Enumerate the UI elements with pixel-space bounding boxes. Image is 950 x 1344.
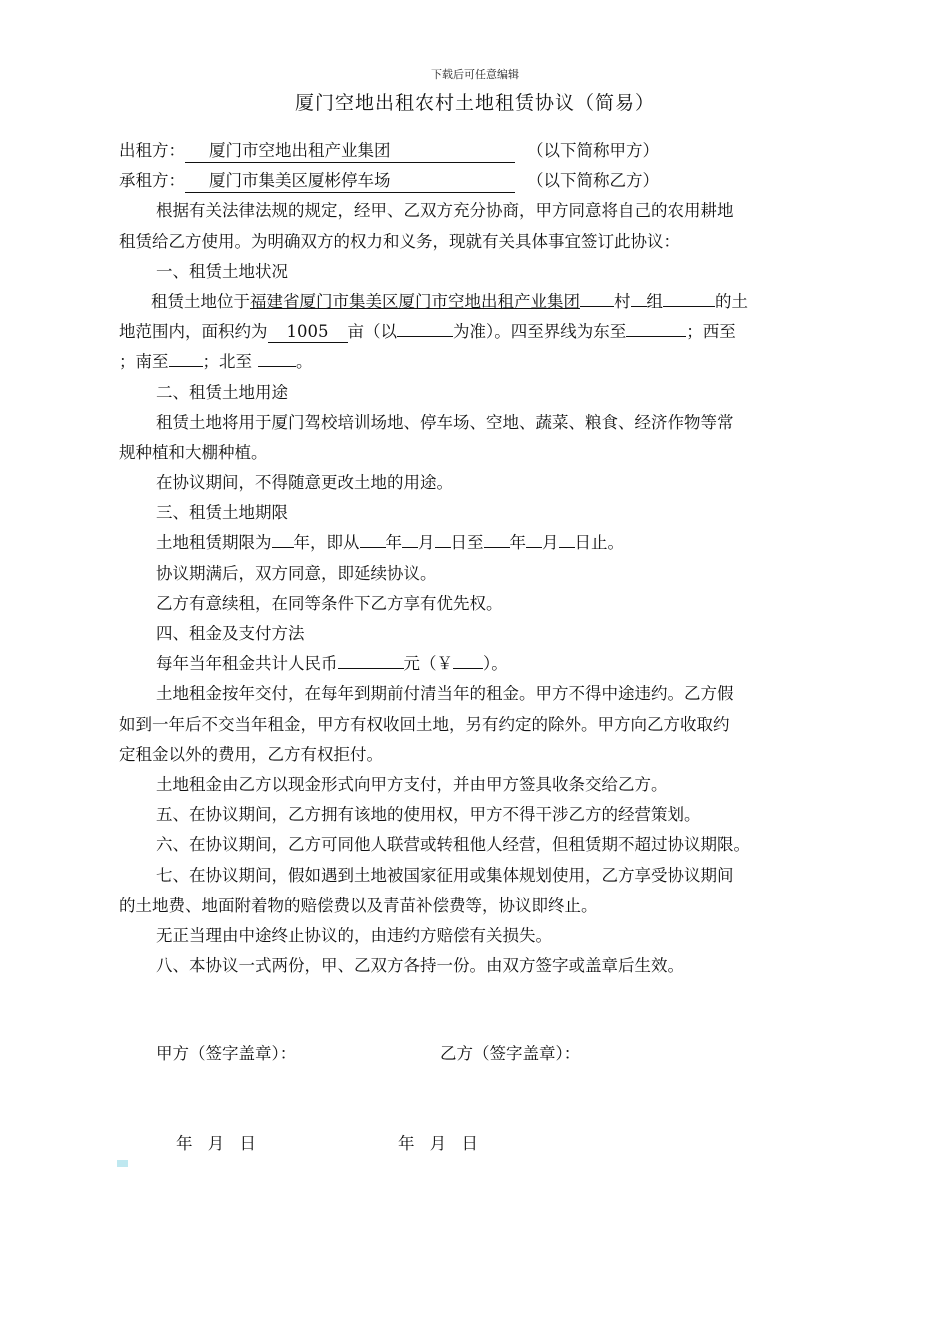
- rent-number-blank: [453, 650, 483, 669]
- section8: 八、本协议一式两份，甲、乙双方各持一份。由双方签字或盖章后生效。: [156, 956, 684, 976]
- rent-amount-blank: [338, 650, 404, 669]
- lessor-alias: （以下简称甲方）: [527, 141, 659, 160]
- end-day-blank: [559, 529, 575, 548]
- section5: 五、在协议期间，乙方拥有该地的使用权，甲方不得干涉乙方的经营策划。: [156, 805, 701, 825]
- east-blank: [626, 318, 686, 337]
- section4-p2-line-3: 定租金以外的费用，乙方有权拒付。: [119, 744, 383, 764]
- lessor-label: 出租方：: [119, 141, 185, 160]
- lessee-name: 厦门市集美区厦彬停车场: [185, 170, 515, 193]
- boundary-east-label: 为准）。四至界线为东至: [453, 322, 627, 342]
- section2-p1-line-2: 规种植和大棚种植。: [119, 442, 268, 462]
- document-body: [119, 136, 834, 981]
- term-from: 年，即从: [293, 533, 360, 553]
- boundary-north-label: ；北至: [202, 352, 252, 372]
- intro-line-2: 租赁给乙方使用。为明确双方的权力和义务，现就有关具体事宜签订此协议：: [119, 231, 680, 251]
- section1-line-2: [119, 317, 834, 347]
- document-title: 厦门空地出租农村土地租赁协议（简易）: [294, 92, 655, 114]
- boundary-end: 。: [296, 352, 313, 372]
- lessee-line: [119, 166, 834, 196]
- area-value: 1005: [268, 322, 348, 343]
- end-month-label: 月: [542, 533, 559, 553]
- section2-p1-line-1: 租赁土地将用于厦门驾校培训场地、停车场、空地、蔬菜、粮食、经济作物等常: [156, 412, 734, 432]
- party-a-date: 年 月 日: [176, 1134, 256, 1153]
- end-year-blank: [484, 529, 510, 548]
- lessor-line: [119, 136, 834, 166]
- section6: 六、在协议期间，乙方可同他人联营或转租他人经营，但租赁期不超过协议期限。: [156, 835, 750, 855]
- start-month-label: 月: [418, 533, 435, 553]
- location-prefix: 租赁土地位于: [151, 291, 250, 311]
- section4-rent: [119, 649, 834, 679]
- lessee-alias: （以下简称乙方）: [527, 171, 659, 191]
- term-years-blank: [272, 529, 294, 548]
- area-prefix: 地范围内，面积约为: [119, 322, 268, 342]
- section3-heading: 三、租赁土地期限: [156, 503, 288, 523]
- group-blank-b: [663, 288, 715, 307]
- section7-p2: 无正当理由中途终止协议的，由违约方赔偿有关损失。: [156, 925, 552, 945]
- party-a-signature: 甲方（签字盖章）：: [156, 1044, 297, 1063]
- lessee-label: 承租方：: [119, 171, 185, 191]
- section4-p2-line-1: 土地租金按年交付，在每年到期前付清当年的租金。甲方不得中途违约。乙方假: [156, 684, 734, 704]
- group-blank-a: [631, 288, 647, 307]
- term-prefix: 土地租赁期限为: [156, 533, 272, 553]
- section2-heading: 二、租赁土地用途: [156, 382, 288, 402]
- north-blank: [258, 348, 296, 367]
- party-b-date: 年 月 日: [398, 1134, 478, 1153]
- location-suffix: 的土: [715, 291, 748, 311]
- start-month-blank: [402, 529, 418, 548]
- section1-line-1: [119, 287, 834, 317]
- end-year-label: 年: [509, 533, 526, 553]
- section7-line-2: 的土地费、地面附着物的赔偿费以及青苗补偿费等，协议即终止。: [119, 895, 598, 915]
- village-label: 村: [614, 291, 631, 311]
- boundary-west-label: ；西至: [686, 322, 736, 342]
- rent-prefix: 每年当年租金共计人民币: [156, 654, 338, 674]
- end-month-blank: [526, 529, 542, 548]
- corner-mark: [117, 1160, 128, 1167]
- start-day-label: 日至: [450, 533, 484, 553]
- end-day-label: 日止。: [574, 533, 624, 553]
- section4-p2-line-2: 如到一年后不交当年租金，甲方有权收回土地，另有约定的除外。甲方向乙方收取约: [119, 714, 730, 734]
- lessor-name: 厦门市空地出租产业集团: [185, 140, 515, 163]
- intro-line-1: 根据有关法律法规的规定，经甲、乙双方充分协商，甲方同意将自己的农用耕地: [156, 201, 734, 221]
- section3-term: [119, 528, 834, 558]
- section1-line-3: [119, 347, 834, 377]
- location-value: 福建省厦门市集美区厦门市空地出租产业集团: [250, 291, 580, 311]
- section4-p3: 土地租金由乙方以现金形式向甲方支付，并由甲方签具收条交给乙方。: [156, 774, 668, 794]
- section7-line-1: 七、在协议期间，假如遇到土地被国家征用或集体规划使用，乙方享受协议期间: [156, 865, 734, 885]
- area-unit: 亩（以: [347, 322, 397, 342]
- section3-p2: 协议期满后，双方同意，即延续协议。: [156, 563, 437, 583]
- section4-heading: 四、租金及支付方法: [156, 624, 305, 643]
- group-label: 组: [646, 291, 663, 311]
- south-blank: [169, 348, 203, 367]
- section1-heading: 一、租赁土地状况: [156, 261, 288, 281]
- measure-blank: [397, 318, 453, 337]
- top-note: 下载后可任意编辑: [431, 68, 519, 81]
- start-day-blank: [435, 529, 451, 548]
- section3-p3: 乙方有意续租，在同等条件下乙方享有优先权。: [156, 593, 503, 613]
- boundary-south-label: ；南至: [119, 352, 169, 372]
- section2-p2: 在协议期间，不得随意更改土地的用途。: [156, 473, 453, 493]
- party-b-signature: 乙方（签字盖章）：: [440, 1044, 581, 1063]
- start-year-blank: [360, 529, 386, 548]
- village-blank: [580, 288, 614, 307]
- rent-yuan-label: 元（￥: [403, 654, 453, 674]
- rent-suffix: ）。: [483, 654, 508, 674]
- start-year-label: 年: [385, 533, 402, 553]
